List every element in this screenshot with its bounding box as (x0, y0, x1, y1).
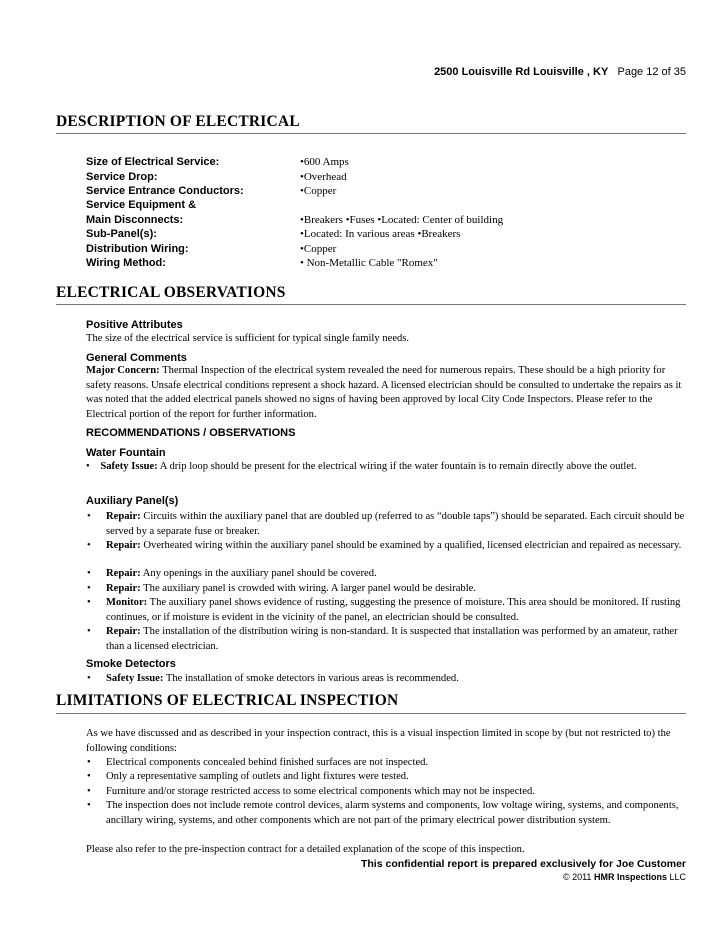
label-entrance-conductors: Service Entrance Conductors: (86, 185, 244, 197)
list-item: • Repair: Any openings in the auxiliary panel should be covered. (87, 568, 377, 579)
list-item: • Repair: The auxiliary panel is crowded with wiring. A larger panel would be desirable. (87, 583, 476, 594)
value-sub-panels: •Located: In various areas •Breakers (300, 228, 461, 240)
page-header (434, 66, 686, 78)
major-concern-label: Major Concern: (86, 365, 160, 376)
section-divider (56, 713, 686, 714)
list-item: • Furniture and/or storage restricted access to some electrical components which may not be inspected. (87, 786, 535, 797)
subheading-water-fountain: Water Fountain (86, 447, 166, 459)
confidential-notice: This confidential report is prepared exclusively for Joe Customer (360, 858, 686, 870)
value-service-size: •600 Amps (300, 156, 349, 168)
copyright-line: © 2011 HMR Inspections LLC (562, 872, 686, 882)
company-name: HMR Inspections (593, 872, 667, 882)
list-item: • Only a representative sampling of outlets and light fixtures were tested. (87, 771, 409, 782)
property-address: 2500 Louisville Rd Louisville , KY (434, 66, 609, 78)
safety-issue-label: Safety Issue: (100, 461, 158, 472)
list-item: • Repair: Overheated wiring within the auxiliary panel should be examined by a qualified, licensed electrician and repaired as necessary. (87, 540, 682, 551)
section-title-description: DESCRIPTION OF ELECTRICAL (56, 113, 300, 130)
section-divider (56, 133, 686, 134)
subheading-positive: Positive Attributes (86, 319, 183, 331)
list-item: • Electrical components concealed behind finished surfaces are not inspected. (87, 757, 429, 768)
limitations-intro: As we have discussed and as described in your inspection contract, this is a visual inspection limited in scope by (but not restricted to) the following conditions: (86, 728, 671, 754)
list-item: • Repair: The installation of the distribution wiring is non-standard. It is suspected that installation was performed by an amateur, rather than a licensed electrician. (87, 626, 678, 652)
value-main-disconnects: •Breakers •Fuses •Located: Center of building (300, 214, 504, 226)
general-comments-text: Major Concern: Thermal Inspection of the electrical system revealed the need for numerous repairs. These should be a high priority for safety reasons. Unsafe electrical conditions represent a shock hazard. A licensed electrician should be consulted to undertake the repairs as it was noted that the added electrical panels showed no signs of having been approved by local City Code Inspectors. Please refer to the Electrical portion of the report for further information. (86, 365, 682, 420)
limitations-closing: Please also refer to the pre-inspection contract for a detailed explanation of the scope of this inspection. (86, 844, 525, 855)
label-service-equipment: Service Equipment & (86, 199, 197, 211)
label-distribution-wiring: Distribution Wiring: (86, 243, 189, 255)
subheading-recommendations: RECOMMENDATIONS / OBSERVATIONS (86, 427, 296, 439)
subheading-auxiliary-panels: Auxiliary Panel(s) (86, 495, 179, 507)
value-service-drop: •Overhead (300, 171, 347, 183)
list-item: • Repair: Circuits within the auxiliary panel that are doubled up (referred to as “double taps”) should be separated. Each circuit should be served by a separate fuse or breaker. (87, 511, 685, 537)
value-distribution-wiring: •Copper (300, 243, 337, 255)
positive-attributes-text: The size of the electrical service is sufficient for typical single family needs. (86, 333, 410, 344)
water-fountain-item: • Safety Issue: A drip loop should be present for the electrical wiring if the water fountain is to remain directly above the outlet. (86, 461, 637, 472)
label-main-disconnects: Main Disconnects: (86, 214, 184, 226)
list-item: • Safety Issue: The installation of smoke detectors in various areas is recommended. (87, 673, 459, 684)
list-item: • Monitor: The auxiliary panel shows evidence of rusting, suggesting the presence of moisture. This area should be monitored. If rusting continues, or if moisture is evident in the vicinity of the panel, an electrician should be consulted. (87, 597, 681, 623)
subheading-smoke-detectors: Smoke Detectors (86, 658, 176, 670)
section-title-limitations: LIMITATIONS OF ELECTRICAL INSPECTION (56, 692, 399, 709)
label-service-drop: Service Drop: (86, 171, 158, 183)
value-entrance-conductors: •Copper (300, 185, 337, 197)
list-item: • The inspection does not include remote control devices, alarm systems and components, low voltage wiring, systems, and components, ancillary wiring, systems, and other components which are not part of the primary electrical power distribution system. (87, 800, 679, 826)
page-number: Page 12 of 35 (617, 66, 686, 78)
value-wiring-method: • Non-Metallic Cable "Romex" (300, 257, 438, 269)
label-wiring-method: Wiring Method: (86, 257, 166, 269)
subheading-general-comments: General Comments (86, 352, 187, 364)
label-service-size: Size of Electrical Service: (86, 156, 220, 168)
section-divider (56, 304, 686, 305)
label-sub-panels: Sub-Panel(s): (86, 228, 157, 240)
section-title-observations: ELECTRICAL OBSERVATIONS (56, 284, 286, 301)
